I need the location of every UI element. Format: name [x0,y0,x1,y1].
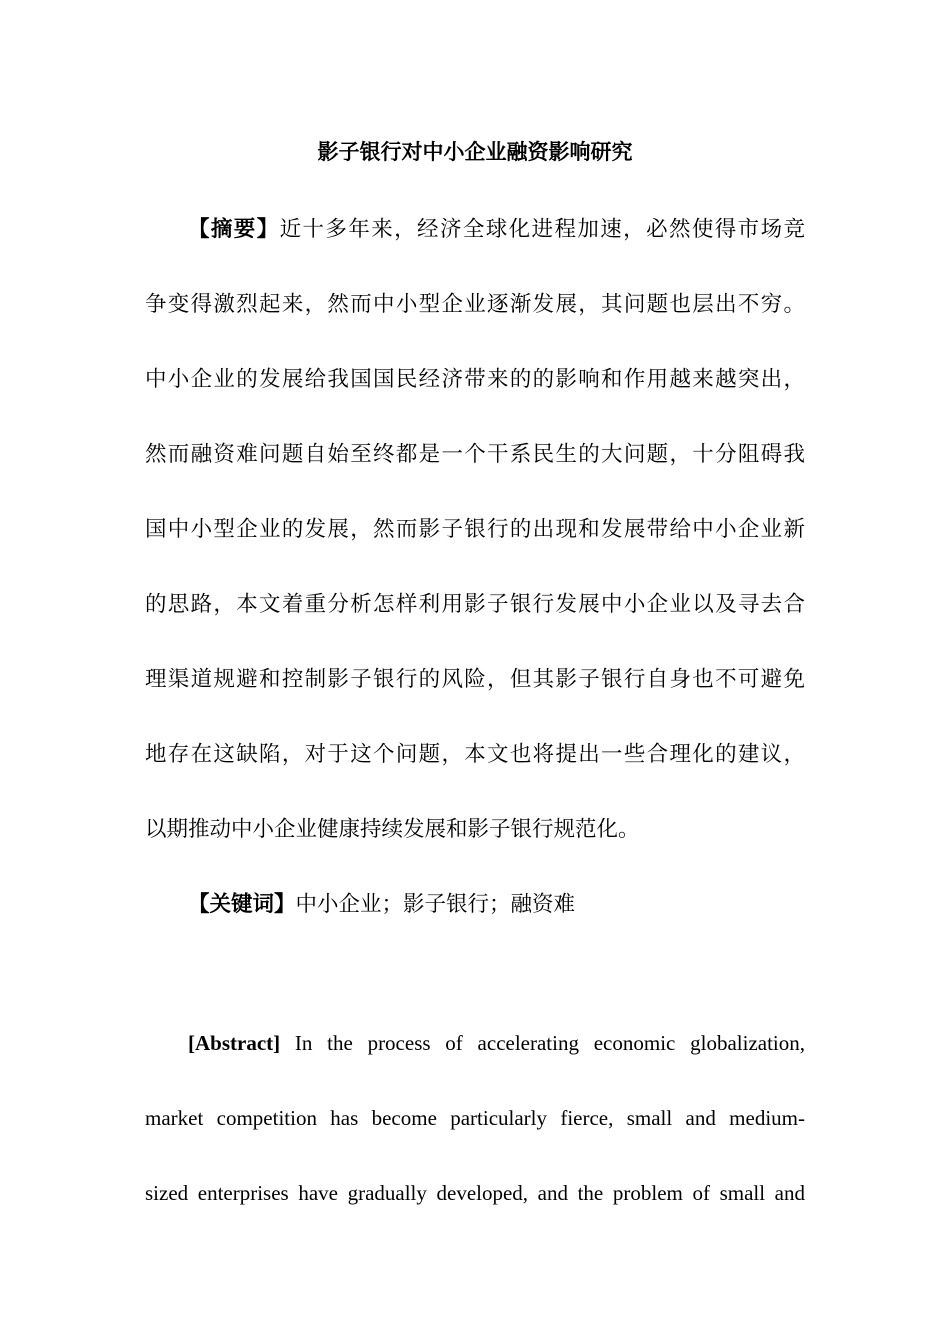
keywords-zh [145,867,805,942]
abstract-zh-line: 然而融资难问题自始至终都是一个干系民生的大问题，十分阻碍我 [145,442,805,467]
abstract-zh [145,192,805,867]
abstract-en-label: [Abstract] [188,1031,281,1055]
keywords-zh-label: 【关键词】 [188,892,296,917]
abstract-zh-line: 的思路，本文着重分析怎样利用影子银行发展中小企业以及寻去合 [145,592,805,617]
abstract-zh-line [145,192,805,267]
abstract-zh-text: 近十多年来，经济全球化进程加速，必然使得市场竞 [279,217,805,242]
abstract-en-line [145,1006,805,1081]
keywords-zh-line [145,867,805,942]
abstract-zh-line: 理渠道规避和控制影子银行的风险，但其影子银行自身也不可避免 [145,667,805,692]
abstract-en-line: market competition has become particularly fierce, small and medium- [145,1106,805,1130]
abstract-en-text: In the process of accelerating economic globalization, [294,1031,806,1055]
abstract-en [145,1006,805,1231]
abstract-en-line: sized enterprises have gradually developed, and the problem of small and [145,1181,805,1205]
abstract-zh-line: 争变得激烈起来，然而中小型企业逐渐发展，其问题也层出不穷。 [145,292,805,317]
abstract-zh-line: 地存在这缺陷，对于这个问题，本文也将提出一些合理化的建议， [145,742,805,767]
abstract-zh-line: 以期推动中小企业健康持续发展和影子银行规范化。 [145,817,640,842]
abstract-zh-line: 中小企业的发展给我国国民经济带来的的影响和作用越来越突出， [145,367,805,392]
abstract-zh-label: 【摘要】 [188,217,280,242]
keywords-zh-text: 中小企业；影子银行；融资难 [295,892,576,917]
document-title: 影子银行对中小企业融资影响研究 [317,139,633,164]
abstract-zh-line: 国中小型企业的发展，然而影子银行的出现和发展带给中小企业新 [145,517,805,542]
